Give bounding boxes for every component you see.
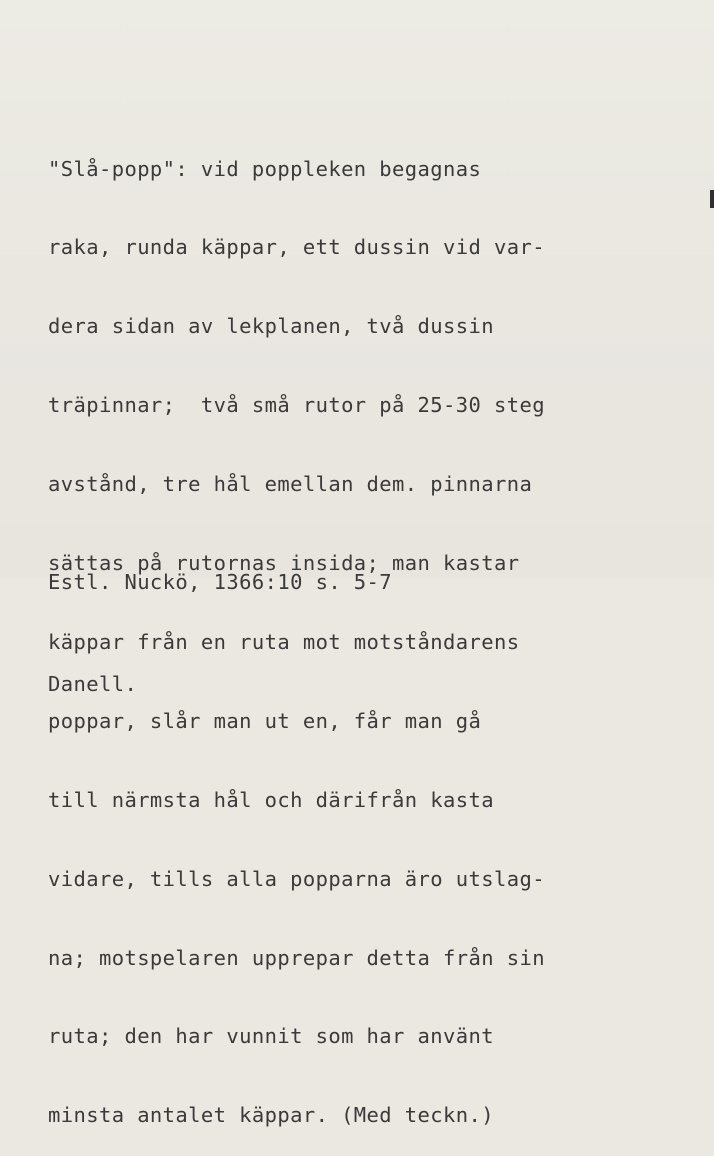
text-line: raka, runda käppar, ett dussin vid var- xyxy=(48,235,545,260)
text-line: avstånd, tre hål emellan dem. pinnarna xyxy=(48,472,533,497)
text-line: na; motspelaren upprepar detta från sin xyxy=(48,945,545,970)
text-line: poppar, slår man ut en, får man gå xyxy=(48,708,482,733)
text-line: minsta antalet käppar. (Med teckn.) xyxy=(48,1103,494,1128)
text-line: till närmsta hål och därifrån kasta xyxy=(48,787,494,812)
text-line: ruta; den har vunnit som har använt xyxy=(48,1024,494,1049)
text-line: vidare, tills alla popparna äro utslag- xyxy=(48,866,545,891)
source-reference: Estl. Nuckö, 1366:10 s. 5-7 xyxy=(48,570,393,594)
text-line: "Slå-popp": vid poppleken begagnas xyxy=(48,156,482,181)
card-edge-mark xyxy=(710,190,714,208)
text-line: käppar från en ruta mot motståndarens xyxy=(48,629,520,654)
text-line: träpinnar; två små rutor på 25-30 steg xyxy=(48,393,545,418)
text-line: sättas på rutornas insida; man kastar xyxy=(48,551,520,576)
text-line: dera sidan av lekplanen, två dussin xyxy=(48,314,494,339)
collector-name: Danell. xyxy=(48,672,138,696)
reference-block xyxy=(48,497,392,769)
